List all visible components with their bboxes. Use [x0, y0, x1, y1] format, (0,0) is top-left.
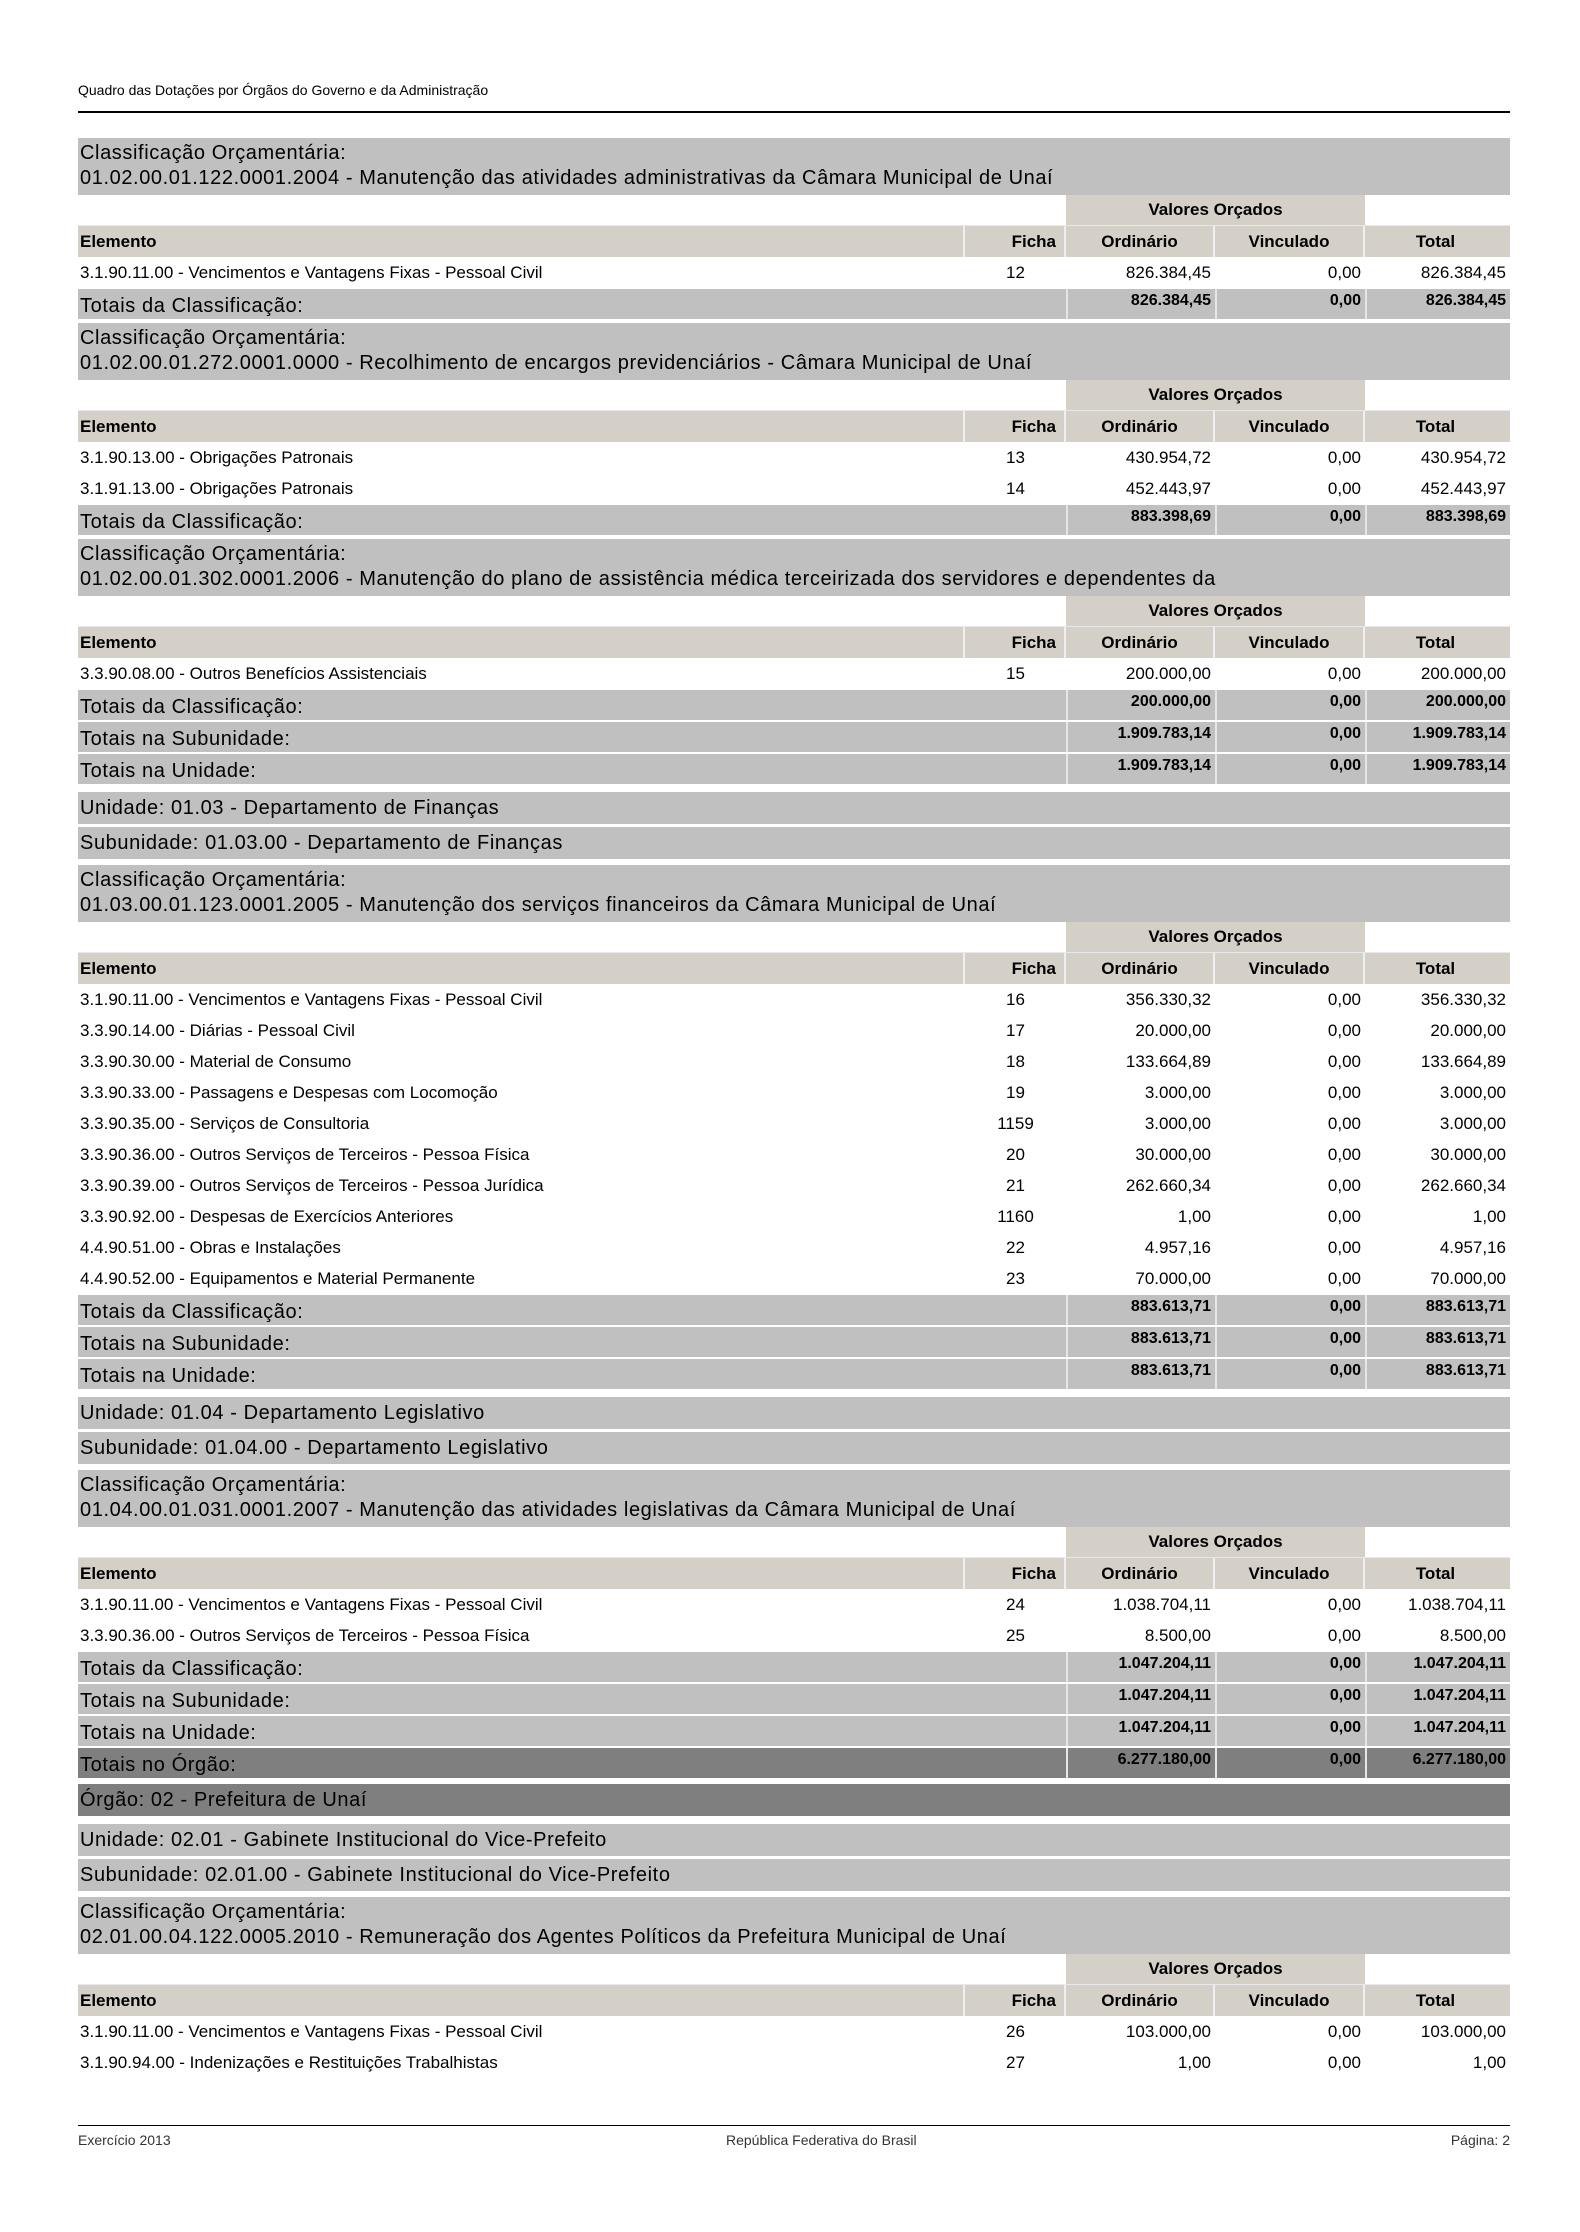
classification-label: Classificação Orçamentária: — [80, 869, 347, 891]
classification-label: Classificação Orçamentária: — [80, 1901, 347, 1923]
table-row: 4.4.90.51.00 - Obras e Instalações 22 4.957,16 0,00 4.957,16 — [80, 1237, 1506, 1257]
classification-band — [78, 865, 1510, 922]
classification-label: Classificação Orçamentária: — [80, 327, 347, 349]
table-row: 3.3.90.36.00 - Outros Serviços de Terceiros - Pessoa Física 25 8.500,00 0,00 8.500,00 — [80, 1625, 1506, 1645]
totals-unidade: Totais na Unidade: 883.613,71 0,00 883.613,71 — [78, 1359, 1510, 1389]
table-row: 3.3.90.36.00 - Outros Serviços de Terceiros - Pessoa Física 20 30.000,00 0,00 30.000,00 — [80, 1144, 1506, 1164]
column-headers: Elemento Ficha Ordinário Vinculado Total — [78, 410, 1510, 442]
classification-label: Classificação Orçamentária: — [80, 1474, 347, 1496]
footer-republica: República Federativa do Brasil — [726, 2132, 917, 2148]
col-vinculado: Vinculado — [1215, 226, 1365, 257]
column-headers: Elemento Ficha Ordinário Vinculado Total — [78, 1557, 1510, 1589]
table-row: 3.3.90.08.00 - Outros Benefícios Assistenciais 15 200.000,00 0,00 200.000,00 — [80, 663, 1506, 683]
classification-band — [78, 1470, 1510, 1527]
table-row: 3.3.90.33.00 - Passagens e Despesas com Locomoção 19 3.000,00 0,00 3.000,00 — [80, 1082, 1506, 1102]
header-divider — [78, 111, 1510, 113]
unidade-band: Unidade: 02.01 - Gabinete Institucional do Vice-Prefeito — [78, 1824, 1510, 1856]
subunidade-band: Subunidade: 02.01.00 - Gabinete Institucional do Vice-Prefeito — [78, 1859, 1510, 1891]
table-row: 3.3.90.92.00 - Despesas de Exercícios Anteriores 1160 1,00 0,00 1,00 — [80, 1206, 1506, 1226]
col-elemento: Elemento — [78, 226, 965, 257]
valores-orcados-header: Valores Orçados — [78, 922, 1510, 952]
col-ficha: Ficha — [965, 226, 1066, 257]
footer-divider — [78, 2125, 1510, 2126]
column-headers — [78, 225, 1510, 257]
table-row: 3.3.90.30.00 - Material de Consumo 18 133.664,89 0,00 133.664,89 — [80, 1051, 1506, 1071]
classification-band — [78, 138, 1510, 195]
valores-orcados-header: Valores Orçados — [78, 1954, 1510, 1984]
table-row: 3.1.90.94.00 - Indenizações e Restituições Trabalhistas 27 1,00 0,00 1,00 — [80, 2052, 1506, 2072]
unidade-band: Unidade: 01.03 - Departamento de Finanças — [78, 792, 1510, 824]
totals-unidade: Totais na Unidade: 1.047.204,11 0,00 1.047.204,11 — [78, 1716, 1510, 1746]
classification-band — [78, 539, 1510, 596]
table-row: 3.1.90.11.00 - Vencimentos e Vantagens Fixas - Pessoal Civil 16 356.330,32 0,00 356.330,32 — [80, 989, 1506, 1009]
subunidade-band: Subunidade: 01.04.00 - Departamento Legislativo — [78, 1432, 1510, 1464]
table-row: 3.1.91.13.00 - Obrigações Patronais 14 452.443,97 0,00 452.443,97 — [80, 478, 1506, 498]
footer-page-number: Página: 2 — [1450, 2132, 1510, 2148]
totals-classification: Totais da Classificação: 883.613,71 0,00 883.613,71 — [78, 1295, 1510, 1325]
unidade-band: Unidade: 01.04 - Departamento Legislativo — [78, 1397, 1510, 1429]
classification-code: 02.01.00.04.122.0005.2010 - Remuneração dos Agentes Políticos da Prefeitura Municipal de Unaí — [80, 1926, 1007, 1948]
table-row: 3.1.90.13.00 - Obrigações Patronais 13 430.954,72 0,00 430.954,72 — [80, 447, 1506, 467]
col-total: Total — [1415, 232, 1456, 251]
classification-label: Classificação Orçamentária: — [80, 142, 347, 164]
classification-band — [78, 323, 1510, 380]
classification-code: 01.02.00.01.272.0001.0000 - Recolhimento de encargos previdenciários - Câmara Municipal de Unaí — [80, 352, 1032, 374]
totals-classification: Totais da Classificação: 826.384,45 0,00 826.384,45 — [78, 289, 1510, 319]
footer-exercicio: Exercício 2013 — [78, 2132, 171, 2148]
classification-code: 01.02.00.01.302.0001.2006 - Manutenção do plano de assistência médica terceirizada dos servidores e dependentes da — [80, 568, 1216, 590]
valores-orcados-header: Valores Orçados — [78, 380, 1510, 410]
classification-code: 01.02.00.01.122.0001.2004 - Manutenção das atividades administrativas da Câmara Municipal de Unaí — [80, 167, 1054, 189]
table-row: 3.1.90.11.00 - Vencimentos e Vantagens Fixas - Pessoal Civil 26 103.000,00 0,00 103.000,00 — [80, 2021, 1506, 2041]
report-title: Quadro das Dotações por Órgãos do Governo e da Administração — [78, 82, 489, 98]
totals-orgao: Totais no Órgão: 6.277.180,00 0,00 6.277.180,00 — [78, 1748, 1510, 1778]
totals-subunidade: Totais na Subunidade: 1.047.204,11 0,00 1.047.204,11 — [78, 1684, 1510, 1714]
totals-subunidade: Totais na Subunidade: 883.613,71 0,00 883.613,71 — [78, 1327, 1510, 1357]
column-headers: Elemento Ficha Ordinário Vinculado Total — [78, 1984, 1510, 2016]
column-headers: Elemento Ficha Ordinário Vinculado Total — [78, 952, 1510, 984]
valores-orcados-header: Valores Orçados — [78, 596, 1510, 626]
table-row: 3.3.90.35.00 - Serviços de Consultoria 1159 3.000,00 0,00 3.000,00 — [80, 1113, 1506, 1133]
classification-label: Classificação Orçamentária: — [80, 543, 347, 565]
classification-band — [78, 1897, 1510, 1954]
col-ordinario: Ordinário — [1066, 226, 1215, 257]
totals-unidade: Totais na Unidade: 1.909.783,14 0,00 1.909.783,14 — [78, 754, 1510, 784]
totals-classification: Totais da Classificação: 1.047.204,11 0,00 1.047.204,11 — [78, 1652, 1510, 1682]
table-row: 3.3.90.14.00 - Diárias - Pessoal Civil 17 20.000,00 0,00 20.000,00 — [80, 1020, 1506, 1040]
column-headers: Elemento Ficha Ordinário Vinculado Total — [78, 626, 1510, 658]
totals-classification: Totais da Classificação: 883.398,69 0,00 883.398,69 — [78, 505, 1510, 535]
table-row: 3.3.90.39.00 - Outros Serviços de Terceiros - Pessoa Jurídica 21 262.660,34 0,00 262.660,34 — [80, 1175, 1506, 1195]
report-body — [78, 138, 1510, 2078]
orgao-band: Órgão: 02 - Prefeitura de Unaí — [78, 1784, 1510, 1816]
table-row: 3.1.90.11.00 - Vencimentos e Vantagens Fixas - Pessoal Civil 12 826.384,45 0,00 826.384,45 — [80, 262, 1506, 282]
classification-code: 01.03.00.01.123.0001.2005 - Manutenção dos serviços financeiros da Câmara Municipal de Unaí — [80, 894, 997, 916]
table-row: 4.4.90.52.00 - Equipamentos e Material Permanente 23 70.000,00 0,00 70.000,00 — [80, 1268, 1506, 1288]
table-row: 3.1.90.11.00 - Vencimentos e Vantagens Fixas - Pessoal Civil 24 1.038.704,11 0,00 1.038.704,11 — [80, 1594, 1506, 1614]
totals-subunidade: Totais na Subunidade: 1.909.783,14 0,00 1.909.783,14 — [78, 722, 1510, 752]
valores-orcados-header: Valores Orçados — [78, 195, 1510, 225]
subunidade-band: Subunidade: 01.03.00 - Departamento de Finanças — [78, 827, 1510, 859]
classification-code: 01.04.00.01.031.0001.2007 - Manutenção das atividades legislativas da Câmara Municipal de Unaí — [80, 1499, 1016, 1521]
totals-classification: Totais da Classificação: 200.000,00 0,00 200.000,00 — [78, 690, 1510, 720]
valores-orcados-header: Valores Orçados — [78, 1527, 1510, 1557]
